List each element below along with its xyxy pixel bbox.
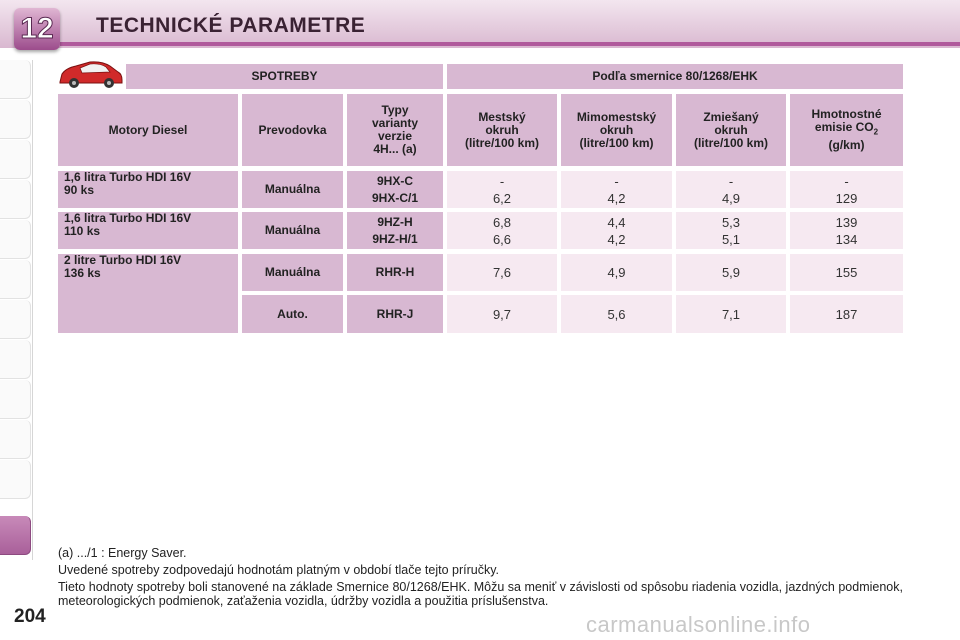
- chapter-tab[interactable]: [0, 380, 31, 419]
- row-combined: - 4,9: [676, 171, 786, 208]
- col-header-combined: Zmiešaný okruh (litre/100 km): [676, 94, 786, 166]
- page-title: TECHNICKÉ PARAMETRE: [96, 14, 366, 37]
- row-extra-urban: - 4,2: [561, 171, 672, 208]
- row-types: 9HZ-H 9HZ-H/1: [347, 212, 443, 249]
- page-number: 204: [14, 606, 46, 627]
- chapter-tab[interactable]: [0, 460, 31, 499]
- footnotes: [58, 546, 908, 611]
- row-types: 9HX-C 9HX-C/1: [347, 171, 443, 208]
- footnote-line: Tieto hodnoty spotreby boli stanovené na základe Smernice 80/1268/EHK. Môžu sa meniť v závislosti od spôsobu riadenia vozidla, jazdných podmienok, meteorologických podmienok, zaťaženia vozidla, údržby vozidla a použitia príslušenstva.: [58, 580, 903, 608]
- row-combined: 5,3 5,1: [676, 212, 786, 249]
- chapter-tab-active[interactable]: [0, 516, 31, 555]
- row-engine: 2 litre Turbo HDI 16V 136 ks: [58, 254, 238, 333]
- col-header-types: Typy varianty verzie 4H... (a): [347, 94, 443, 166]
- col-header-extra-urban: Mimomestský okruh (litre/100 km): [561, 94, 672, 166]
- chapter-tab[interactable]: [0, 60, 31, 99]
- row-engine: 1,6 litra Turbo HDI 16V 110 ks: [58, 212, 238, 249]
- row-gearbox: Auto.: [242, 295, 343, 333]
- chapter-tab[interactable]: [0, 420, 31, 459]
- row-combined: 5,9: [676, 254, 786, 291]
- chapter-tab[interactable]: [0, 260, 31, 299]
- chapter-tab[interactable]: [0, 180, 31, 219]
- chapter-tab[interactable]: [0, 100, 31, 139]
- row-co2: - 129: [790, 171, 903, 208]
- row-urban: 7,6: [447, 254, 557, 291]
- row-engine: 1,6 litra Turbo HDI 16V 90 ks: [58, 171, 238, 208]
- row-combined: 7,1: [676, 295, 786, 333]
- row-extra-urban: 4,9: [561, 254, 672, 291]
- chapter-tab[interactable]: [0, 340, 31, 379]
- chapter-tabs: [0, 60, 33, 560]
- group-header-consumption: SPOTREBY: [126, 64, 443, 89]
- chapter-tab[interactable]: [0, 300, 31, 339]
- col-header-gearbox: Prevodovka: [242, 94, 343, 166]
- row-extra-urban: 4,4 4,2: [561, 212, 672, 249]
- row-gearbox: Manuálna: [242, 212, 343, 249]
- group-header-directive: Podľa smernice 80/1268/EHK: [447, 64, 903, 89]
- col-header-urban: Mestský okruh (litre/100 km): [447, 94, 557, 166]
- row-co2: 155: [790, 254, 903, 291]
- row-gearbox: Manuálna: [242, 254, 343, 291]
- row-co2: 139 134: [790, 212, 903, 249]
- chapter-tab[interactable]: [0, 140, 31, 179]
- car-icon: [56, 58, 124, 90]
- col-header-engine: Motory Diesel: [58, 94, 238, 166]
- row-types: RHR-J: [347, 295, 443, 333]
- footnote-line: Uvedené spotreby zodpovedajú hodnotám platným v období tlače tejto príručky.: [58, 563, 500, 577]
- row-types: RHR-H: [347, 254, 443, 291]
- header-rule: [60, 42, 960, 46]
- chapter-badge[interactable]: 12: [14, 8, 60, 50]
- watermark: carmanualsonline.info: [586, 612, 811, 637]
- row-urban: - 6,2: [447, 171, 557, 208]
- col-header-co2: Hmotnostné emisie $CO_2$ (g/km): [790, 94, 903, 166]
- row-gearbox: Manuálna: [242, 171, 343, 208]
- row-urban: 6,8 6,6: [447, 212, 557, 249]
- row-urban: 9,7: [447, 295, 557, 333]
- footnote-a: (a) .../1 : Energy Saver.: [58, 546, 187, 560]
- row-extra-urban: 5,6: [561, 295, 672, 333]
- row-co2: 187: [790, 295, 903, 333]
- chapter-tab[interactable]: [0, 220, 31, 259]
